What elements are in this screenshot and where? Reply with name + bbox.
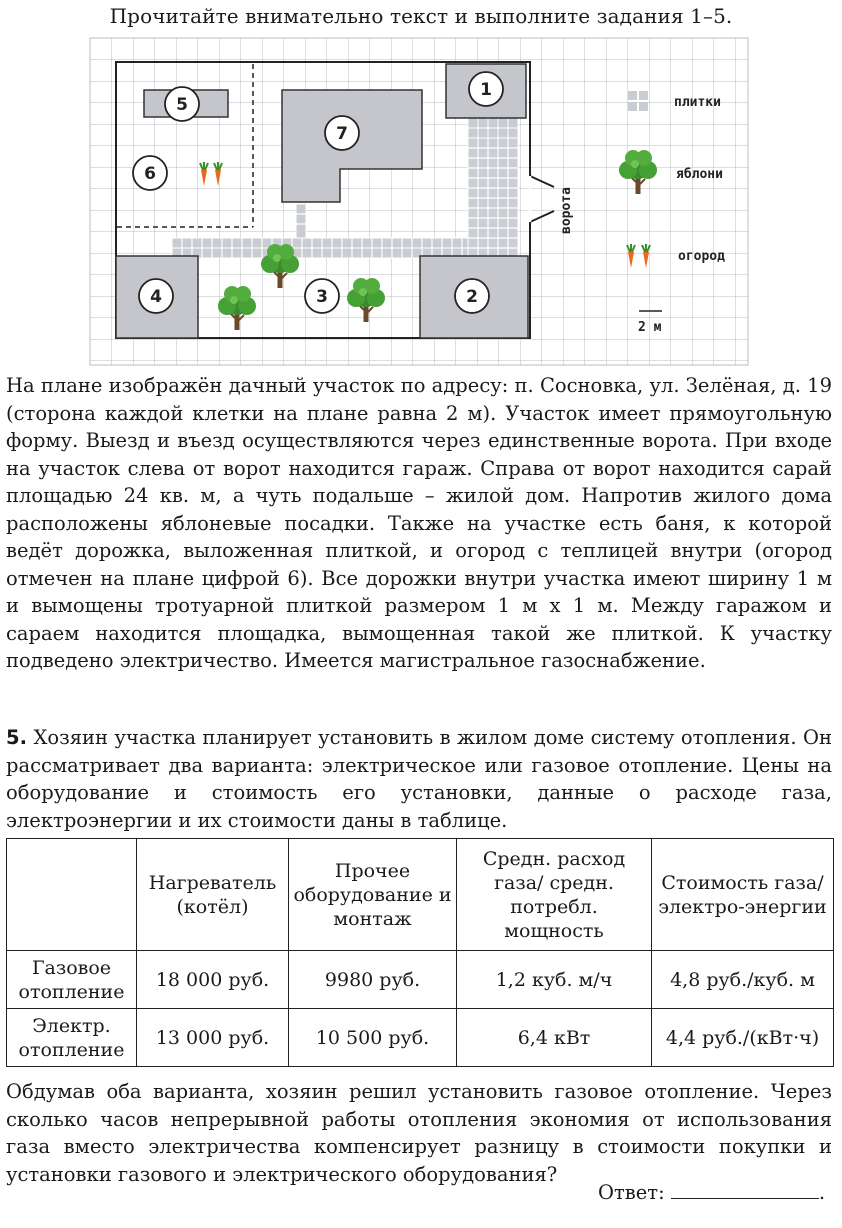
legend-garden: огород [678, 249, 725, 264]
table-cell: 6,4 кВт [457, 1009, 652, 1067]
site-plan [86, 34, 751, 369]
table-header-cell: Прочее оборудование и монтаж [289, 839, 457, 951]
task-text: Хозяин участка планирует установить в жилом доме систему отопления. Он рассматривает два варианта: электрическое или газовое отопление. Цены на оборудование и стоимость его установки, данные о расходе газа, электроэнергии и их стоимости даны в таблице. [6, 726, 832, 832]
table-cell: 4,8 руб./куб. м [652, 951, 834, 1009]
intro-paragraph: На плане изображён дачный участок по адресу: п. Сосновка, ул. Зелёная, д. 19 (сторона каждой клетки на плане равна 2 м). Участок имеет прямоугольную форму. Выезд и въезд осуществляются через единственные ворота. При входе на участок слева от ворот находится гараж. Справа от ворот находится сарай площадью 24 кв. м, а чуть подальше – жилой дом. Напротив жилого дома расположены яблоневые посадки. Также на участке есть баня, к которой ведёт дорожка, выложенная плиткой, и огород с теплицей внутри (огород отмечен на плане цифрой 6). Все дорожки внутри участка имеют ширину 1 м и вымощены тротуарной плиткой размером 1 м х 1 м. Между гаражом и сараем находится площадка, вымощенная такой же плиткой. К участку подведено электричество. Имеется магистральное газоснабжение. [6, 374, 832, 672]
table-header-row [7, 839, 834, 951]
table-cell: 13 000 руб. [137, 1009, 289, 1067]
plan-number-3: 3 [316, 287, 328, 307]
task-number: 5. [6, 726, 27, 749]
instructions-header: Прочитайте внимательно текст и выполните задания 1–5. [109, 4, 733, 28]
table-cell: 18 000 руб. [137, 951, 289, 1009]
table-header-cell: Средн. расход газа/ средн. потребл. мощность [457, 839, 652, 951]
plan-number-5: 5 [176, 95, 188, 115]
task-paragraph [6, 724, 832, 834]
answer-label: Ответ: [598, 1181, 665, 1204]
table-header-cell: Стоимость газа/электро-энергии [652, 839, 834, 951]
legend-apple-trees: яблони [676, 167, 723, 182]
plan-number-6: 6 [144, 164, 156, 184]
plan-number-7: 7 [336, 124, 348, 144]
answer-blank[interactable] [671, 1180, 819, 1199]
legend-tiles: плитки [674, 95, 721, 110]
table-cell: 9980 руб. [289, 951, 457, 1009]
table-cell: 10 500 руб. [289, 1009, 457, 1067]
table-header-cell: Нагреватель (котёл) [137, 839, 289, 951]
table-cell: 1,2 куб. м/ч [457, 951, 652, 1009]
plan-number-4: 4 [150, 287, 162, 307]
plan-number-2: 2 [466, 287, 478, 307]
table-cell: 4,4 руб./(кВт·ч) [652, 1009, 834, 1067]
plan-number-1: 1 [480, 80, 492, 100]
prices-table [6, 838, 834, 1067]
question-paragraph: Обдумав оба варианта, хозяин решил установить газовое отопление. Через сколько часов непрерывной работы отопления экономия от использования газа вместо электричества компенсирует разницу в стоимости покупки и установки газового и электрического оборудования? [6, 1080, 832, 1186]
table-cell: Электр. отопление [7, 1009, 137, 1067]
table-header-cell [7, 839, 137, 951]
legend-scale: 2 м [638, 320, 662, 335]
table-cell: Газовое отопление [7, 951, 137, 1009]
table-row [7, 1009, 834, 1067]
answer-field: Ответ: . [598, 1181, 826, 1204]
table-row [7, 951, 834, 1009]
gate-label: ворота [559, 187, 574, 234]
